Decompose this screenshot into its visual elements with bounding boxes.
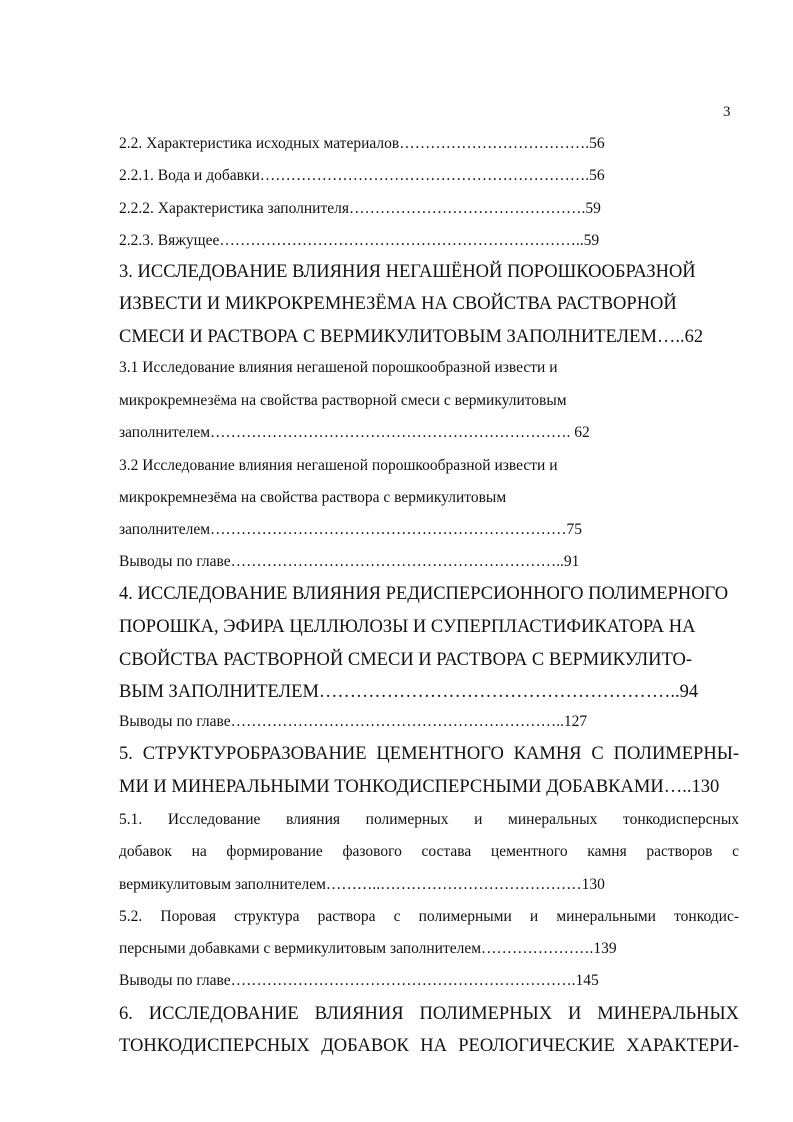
toc-chapter-6-line-2: ТОНКОДИСПЕРСНЫХ ДОБАВОК НА РЕОЛОГИЧЕСКИЕ ХАРАКТЕРИ- [119, 1036, 739, 1056]
toc-chapter-4-line-3: СВОЙСТВА РАСТВОРНОЙ СМЕСИ И РАСТВОРА С ВЕРМИКУЛИТО- [119, 650, 693, 670]
toc-conclusions-4: Выводы по главе………………………………………………………..127 [119, 713, 588, 730]
toc-entry-5-2-line-1: 5.2. Поровая структура раствора с полимерными и минеральными тонкодис- [119, 908, 739, 925]
toc-entry-2-2: 2.2. Характеристика исходных материалов……………………………….56 [119, 135, 605, 152]
toc-conclusions-5: Выводы по главе………………………………………………………….145 [119, 972, 599, 989]
toc-entry-2-2-3: 2.2.3. Вяжущее……………………………………………………………..59 [119, 232, 600, 249]
toc-entry-3-2-line-3: заполнителем……………………………………………………………75 [119, 521, 583, 538]
toc-entry-3-1-line-3: заполнителем……………………………………………………………. 62 [119, 424, 590, 441]
page-number: 3 [723, 104, 731, 120]
toc-entry-2-2-1: 2.2.1. Вода и добавки……………………………………………………….56 [119, 167, 605, 184]
toc-entry-5-1-line-2: добавок на формирование фазового состава цементного камня растворов с [119, 843, 739, 860]
toc-entry-3-1-line-2: микрокремнезёма на свойства растворной смеси с вермикулитовым [119, 392, 567, 409]
toc-conclusions-3: Выводы по главе………………………………………………………..91 [119, 553, 580, 570]
toc-chapter-5-line-2: МИ И МИНЕРАЛЬНЫМИ ТОНКОДИСПЕРСНЫМИ ДОБАВКАМИ…..130 [119, 777, 720, 797]
toc-entry-5-1-line-1: 5.1. Исследование влияния полимерных и минеральных тонкодисперсных [119, 811, 739, 828]
toc-chapter-4-line-2: ПОРОШКА, ЭФИРА ЦЕЛЛЮЛОЗЫ И СУПЕРПЛАСТИФИКАТОРА НА [119, 617, 696, 637]
toc-chapter-3-line-3: СМЕСИ И РАСТВОРА С ВЕРМИКУЛИТОВЫМ ЗАПОЛНИТЕЛЕМ…..62 [119, 327, 704, 347]
toc-entry-3-2-line-2: микрокремнезёма на свойства раствора с вермикулитовым [119, 489, 507, 506]
toc-chapter-3-line-1: 3. ИССЛЕДОВАНИЕ ВЛИЯНИЯ НЕГАШЁНОЙ ПОРОШКООБРАЗНОЙ [119, 262, 696, 282]
toc-entry-5-1-line-3: вермикулитовым заполнителем………..…………………………………130 [119, 876, 605, 893]
toc-chapter-5-line-1: 5. СТРУКТУРОБРАЗОВАНИЕ ЦЕМЕНТНОГО КАМНЯ С ПОЛИМЕРНЫ- [119, 744, 739, 764]
toc-entry-2-2-2: 2.2.2. Характеристика заполнителя……………………………………….59 [119, 200, 601, 217]
toc-chapter-6-line-1: 6. ИССЛЕДОВАНИЕ ВЛИЯНИЯ ПОЛИМЕРНЫХ И МИНЕРАЛЬНЫХ [119, 1004, 739, 1024]
toc-entry-3-2-line-1: 3.2 Исследование влияния негашеной порошкообразной извести и [119, 457, 558, 474]
toc-entry-5-2-line-2: персными добавками с вермикулитовым заполнителем………………….139 [119, 940, 617, 957]
toc-chapter-3-line-2: ИЗВЕСТИ И МИКРОКРЕМНЕЗЁМА НА СВОЙСТВА РАСТВОРНОЙ [119, 294, 677, 314]
toc-chapter-4-line-4: ВЫМ ЗАПОЛНИТЕЛЕМ…………………………………………………..94 [119, 682, 699, 702]
toc-chapter-4-line-1: 4. ИССЛЕДОВАНИЕ ВЛИЯНИЯ РЕДИСПЕРСИОННОГО ПОЛИМЕРНОГО [119, 584, 729, 604]
toc-entry-3-1-line-1: 3.1 Исследование влияния негашеной порошкообразной извести и [119, 359, 558, 376]
